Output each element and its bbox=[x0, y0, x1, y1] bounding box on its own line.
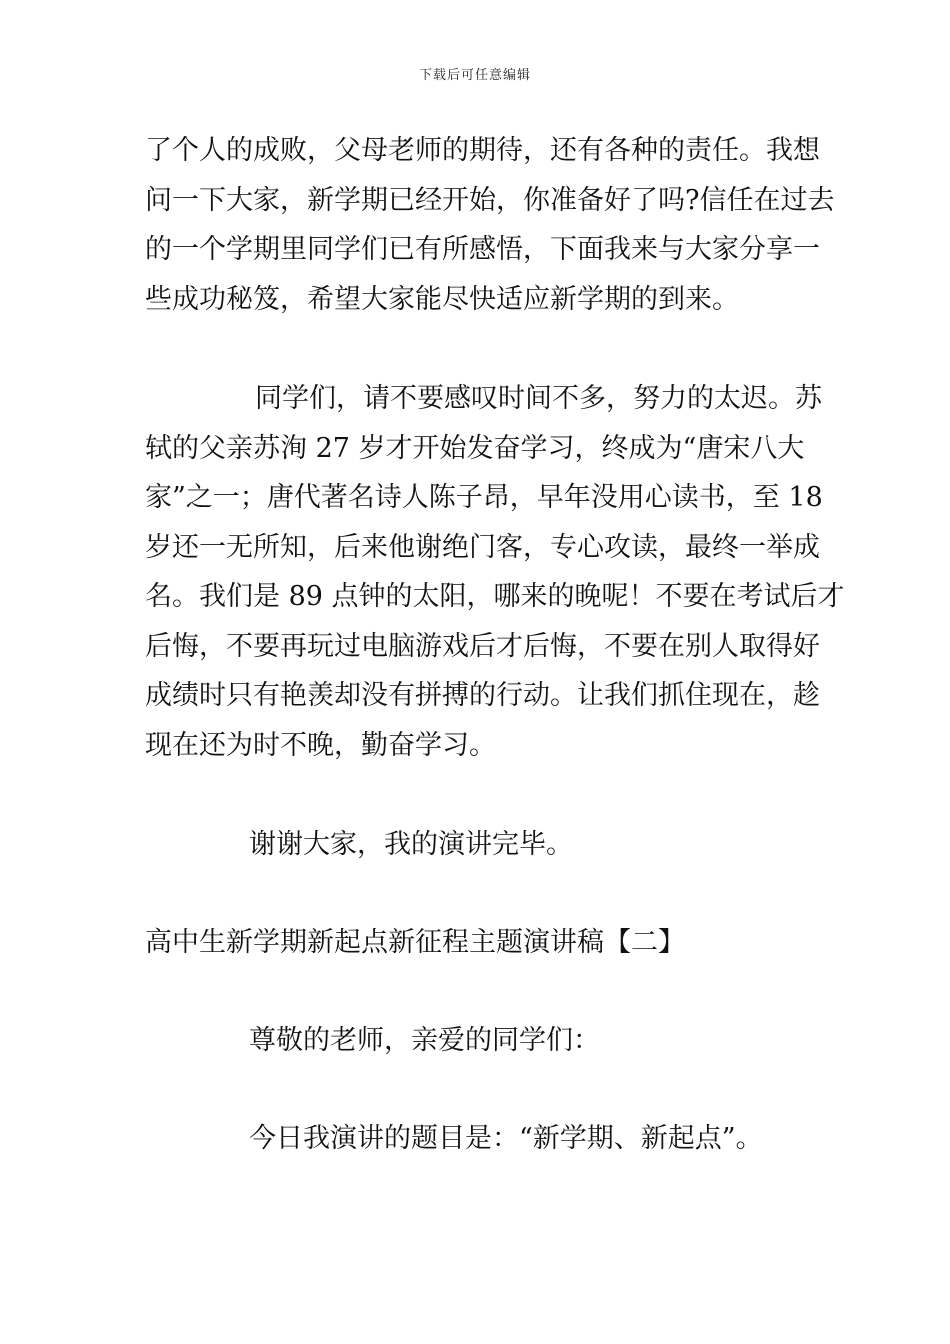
paragraph-line: 轼的父亲苏洵 27 岁才开始发奋学习，终成为“唐宋八大 bbox=[145, 432, 805, 464]
section-heading bbox=[145, 918, 807, 968]
paragraph-line: 现在还为时不晚，勤奋学习。 bbox=[145, 729, 496, 761]
paragraph-line: 成绩时只有艳羡却没有拼搏的行动。让我们抓住现在，趁 bbox=[145, 680, 820, 711]
paragraph-line: 名。我们是 89 点钟的太阳，哪来的晚呢！不要在考试后才 bbox=[145, 581, 845, 612]
paragraph-line: 些成功秘笈，希望大家能尽快适应新学期的到来。 bbox=[145, 283, 739, 315]
page-header-note: 下载后可任意编辑 bbox=[418, 68, 531, 83]
paragraph-4 bbox=[145, 1016, 807, 1066]
paragraph-line: 问一下大家，新学期已经开始，你准备好了吗?信任在过去 bbox=[145, 184, 835, 216]
paragraph-line: 家”之一；唐代著名诗人陈子昂，早年没用心读书，至 18 bbox=[145, 482, 823, 513]
paragraph-1 bbox=[145, 126, 835, 324]
paragraph-line: 尊敬的老师，亲爱的同学们： bbox=[249, 1025, 600, 1056]
paragraph-5 bbox=[145, 1114, 807, 1164]
paragraph-line: 了个人的成败，父母老师的期待，还有各种的责任。我想 bbox=[145, 135, 820, 166]
paragraph-3 bbox=[145, 820, 807, 870]
paragraph-line: 同学们，请不要感叹时间不多，努力的太迟。苏 bbox=[255, 383, 822, 414]
paragraph-2 bbox=[145, 374, 845, 770]
paragraph-line: 今日我演讲的题目是：“新学期、新起点”。 bbox=[249, 1123, 763, 1154]
paragraph-line: 的一个学期里同学们已有所感悟，下面我来与大家分享一 bbox=[145, 234, 820, 265]
paragraph-line: 后悔，不要再玩过电脑游戏后才后悔，不要在别人取得好 bbox=[145, 630, 820, 662]
section-heading-text: 高中生新学期新起点新征程主题演讲稿【二】 bbox=[145, 927, 685, 958]
paragraph-line: 谢谢大家，我的演讲完毕。 bbox=[249, 829, 573, 860]
paragraph-line: 岁还一无所知，后来他谢绝门客，专心攻读，最终一举成 bbox=[145, 531, 820, 563]
